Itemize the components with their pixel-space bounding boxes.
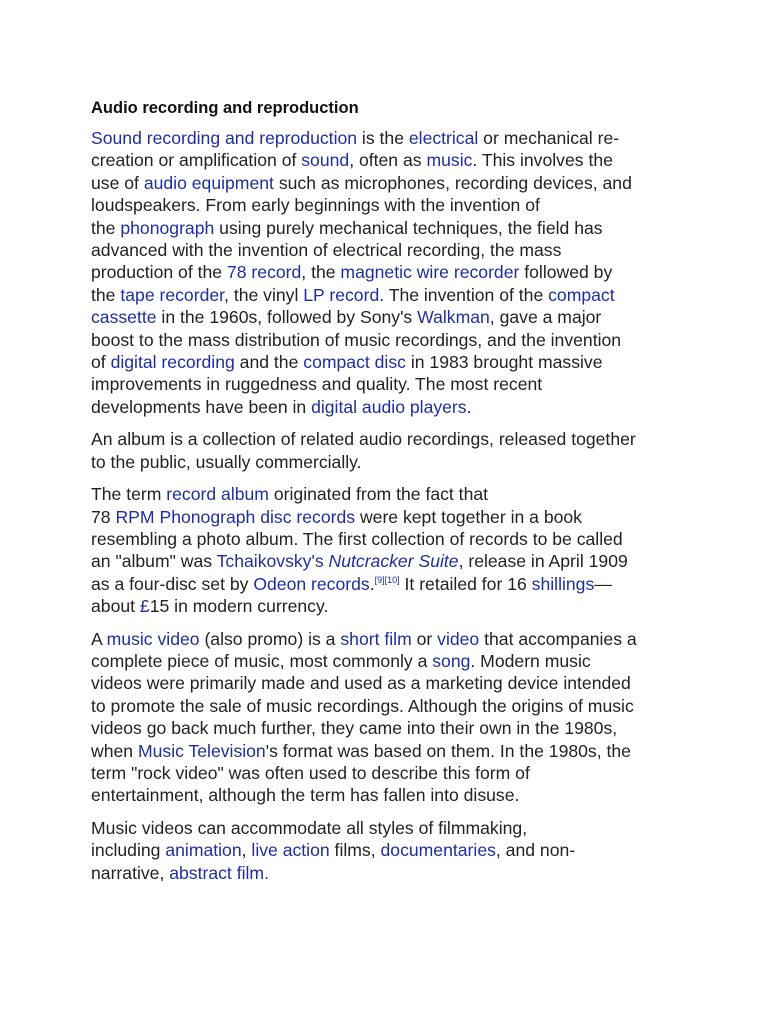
text-run: creation or amplification of bbox=[91, 150, 302, 171]
text-line bbox=[91, 306, 691, 328]
text-line bbox=[91, 373, 691, 395]
text-run: or mechanical re- bbox=[478, 128, 620, 148]
text-line bbox=[91, 784, 691, 806]
text-run: complete piece of music, most commonly a bbox=[91, 650, 433, 671]
text-line bbox=[91, 329, 691, 351]
article-link[interactable]: Music Television bbox=[137, 740, 266, 761]
text-line bbox=[91, 650, 691, 672]
article-link[interactable]: music video bbox=[106, 628, 200, 649]
text-line bbox=[91, 672, 691, 694]
text-run: videos were primarily made and used as a marketing device intended bbox=[91, 673, 631, 694]
text-run: as a four-disc set by bbox=[91, 573, 254, 594]
paragraph bbox=[91, 817, 691, 884]
text-run: an "album" was bbox=[91, 551, 217, 572]
text-run: to the public, usually commercially. bbox=[91, 451, 362, 472]
article-link[interactable]: phonograph bbox=[120, 217, 215, 238]
text-line bbox=[91, 239, 691, 261]
text-run: such as microphones, recording devices, and bbox=[273, 172, 632, 193]
article-body bbox=[91, 127, 691, 884]
article-link[interactable]: record album bbox=[166, 484, 269, 505]
text-run: is the bbox=[357, 128, 409, 148]
text-run: Music videos can accommodate all styles of filmmaking, bbox=[91, 817, 528, 838]
article-link[interactable]: cassette bbox=[91, 307, 157, 328]
text-line bbox=[91, 217, 691, 239]
article-link[interactable]: shillings bbox=[531, 573, 595, 594]
text-run: 15 in modern currency. bbox=[149, 596, 329, 617]
text-run: films, bbox=[329, 840, 381, 861]
text-line bbox=[91, 127, 691, 149]
text-run: The term bbox=[91, 484, 167, 505]
text-run: were kept together in a book bbox=[355, 506, 582, 527]
text-line bbox=[91, 149, 691, 171]
text-line bbox=[91, 194, 691, 216]
article-link[interactable]: compact disc bbox=[303, 352, 406, 373]
text-line bbox=[91, 396, 691, 418]
text-line bbox=[91, 451, 691, 473]
article-link[interactable]: Nutcracker Suite bbox=[328, 551, 459, 572]
text-run: that accompanies a bbox=[479, 628, 637, 649]
article-link[interactable]: song bbox=[432, 650, 471, 671]
text-run: , the vinyl bbox=[224, 284, 304, 305]
text-run: of bbox=[91, 352, 111, 373]
article bbox=[91, 98, 691, 894]
paragraph bbox=[91, 428, 691, 473]
text-line bbox=[91, 284, 691, 306]
text-run: in 1983 brought massive bbox=[405, 352, 603, 373]
text-line bbox=[91, 528, 691, 550]
text-line bbox=[91, 862, 691, 884]
article-link[interactable]: video bbox=[437, 628, 480, 649]
article-link[interactable]: animation bbox=[165, 840, 242, 861]
article-link[interactable]: . bbox=[264, 862, 269, 883]
text-line bbox=[91, 717, 691, 739]
text-run: 78 bbox=[91, 506, 116, 527]
text-run: It retailed for 16 bbox=[399, 573, 532, 594]
text-run: originated from the fact that bbox=[268, 484, 489, 505]
article-link[interactable]: LP record bbox=[303, 284, 380, 305]
text-line bbox=[91, 483, 691, 505]
article-link[interactable]: documentaries bbox=[380, 840, 496, 861]
text-line bbox=[91, 740, 691, 762]
text-run: or bbox=[411, 628, 438, 649]
text-line bbox=[91, 628, 691, 650]
article-link[interactable]: Sound recording and reproduction bbox=[91, 128, 358, 148]
text-run: An album is a collection of related audio recordings, released together bbox=[91, 429, 636, 450]
text-run: resembling a photo album. The first collection of records to be called bbox=[91, 528, 623, 549]
article-link[interactable]: sound bbox=[301, 150, 350, 171]
text-run: the bbox=[91, 217, 121, 238]
section-heading: Audio recording and reproduction bbox=[91, 99, 359, 117]
text-run: , often as bbox=[349, 150, 427, 171]
article-link[interactable]: music bbox=[426, 150, 473, 171]
text-run: , bbox=[241, 840, 252, 861]
text-run: term "rock video" was often used to describe this form of bbox=[91, 762, 530, 783]
text-line bbox=[91, 351, 691, 373]
text-run: . Modern music bbox=[470, 650, 591, 671]
article-link[interactable]: digital audio players bbox=[311, 396, 467, 417]
text-run: . bbox=[466, 396, 472, 417]
text-run: using purely mechanical techniques, the field has bbox=[214, 217, 603, 238]
text-run: followed by bbox=[519, 262, 613, 283]
text-run: production of the bbox=[91, 262, 227, 283]
text-line bbox=[91, 595, 691, 617]
text-run: when bbox=[91, 740, 138, 761]
text-run: including bbox=[91, 840, 166, 861]
article-link[interactable]: abstract film bbox=[169, 862, 265, 883]
citation-link[interactable]: [9] bbox=[374, 574, 385, 585]
text-line bbox=[91, 817, 691, 839]
article-link[interactable]: magnetic wire recorder bbox=[340, 262, 520, 283]
article-link[interactable]: electrical bbox=[408, 128, 479, 148]
text-run: — bbox=[594, 573, 612, 594]
text-run: boost to the mass distribution of music recordings, and the invention bbox=[91, 329, 622, 350]
text-run: about bbox=[91, 596, 140, 617]
text-run: . bbox=[369, 573, 375, 594]
text-run: developments have been in bbox=[91, 396, 312, 417]
article-link[interactable]: Tchaikovsky's bbox=[216, 551, 329, 572]
text-run: entertainment, although the term has fallen into disuse. bbox=[91, 785, 520, 806]
article-link[interactable]: 78 record bbox=[226, 262, 302, 283]
article-link[interactable]: RPM Phonograph disc records bbox=[115, 506, 356, 527]
text-line bbox=[91, 839, 691, 861]
article-link[interactable]: short film bbox=[340, 628, 412, 649]
text-line bbox=[91, 695, 691, 717]
text-run: . The invention of the bbox=[379, 284, 549, 305]
article-link[interactable]: audio equipment bbox=[143, 172, 274, 193]
text-run: , and non- bbox=[495, 840, 576, 861]
paragraph bbox=[91, 628, 691, 807]
text-run: . This involves the bbox=[472, 150, 613, 171]
article-link[interactable]: Odeon records bbox=[253, 573, 370, 594]
text-run: videos go back much further, they came into their own in the 1980s, bbox=[91, 718, 618, 739]
text-run: improvements in ruggedness and quality. The most recent bbox=[91, 374, 543, 395]
text-run: A bbox=[91, 628, 107, 649]
text-run: , the bbox=[301, 262, 341, 283]
citation-link[interactable]: [10] bbox=[384, 574, 400, 585]
text-run: (also promo) is a bbox=[199, 628, 341, 649]
text-run: advanced with the invention of electrical recording, the mass bbox=[91, 240, 562, 261]
text-run: and the bbox=[234, 352, 304, 373]
text-run: , release in April 1909 bbox=[458, 551, 628, 572]
paragraph bbox=[91, 483, 691, 617]
text-run: in the 1960s, followed by Sony's bbox=[156, 307, 418, 328]
text-run: to promote the sale of music recordings. Although the origins of music bbox=[91, 695, 634, 716]
text-line bbox=[91, 762, 691, 784]
article-link[interactable]: tape recorder bbox=[120, 284, 225, 305]
text-line bbox=[91, 428, 691, 450]
text-run: the bbox=[91, 284, 121, 305]
text-run: use of bbox=[91, 172, 144, 193]
article-link[interactable]: £ bbox=[139, 596, 150, 617]
paragraph bbox=[91, 127, 691, 418]
text-line bbox=[91, 172, 691, 194]
text-run: 's format was based on them. In the 1980s, the bbox=[265, 740, 631, 761]
text-run: narrative, bbox=[91, 862, 170, 883]
text-line bbox=[91, 573, 691, 595]
text-line bbox=[91, 261, 691, 283]
text-run: loudspeakers. From early beginnings with the invention of bbox=[91, 195, 540, 216]
article-link[interactable]: Walkman bbox=[417, 307, 490, 328]
text-line bbox=[91, 550, 691, 572]
text-line bbox=[91, 506, 691, 528]
text-run: , gave a major bbox=[489, 307, 602, 328]
article-link[interactable]: compact bbox=[548, 284, 615, 305]
article-link[interactable]: digital recording bbox=[110, 352, 235, 373]
article-link[interactable]: live action bbox=[251, 840, 330, 861]
